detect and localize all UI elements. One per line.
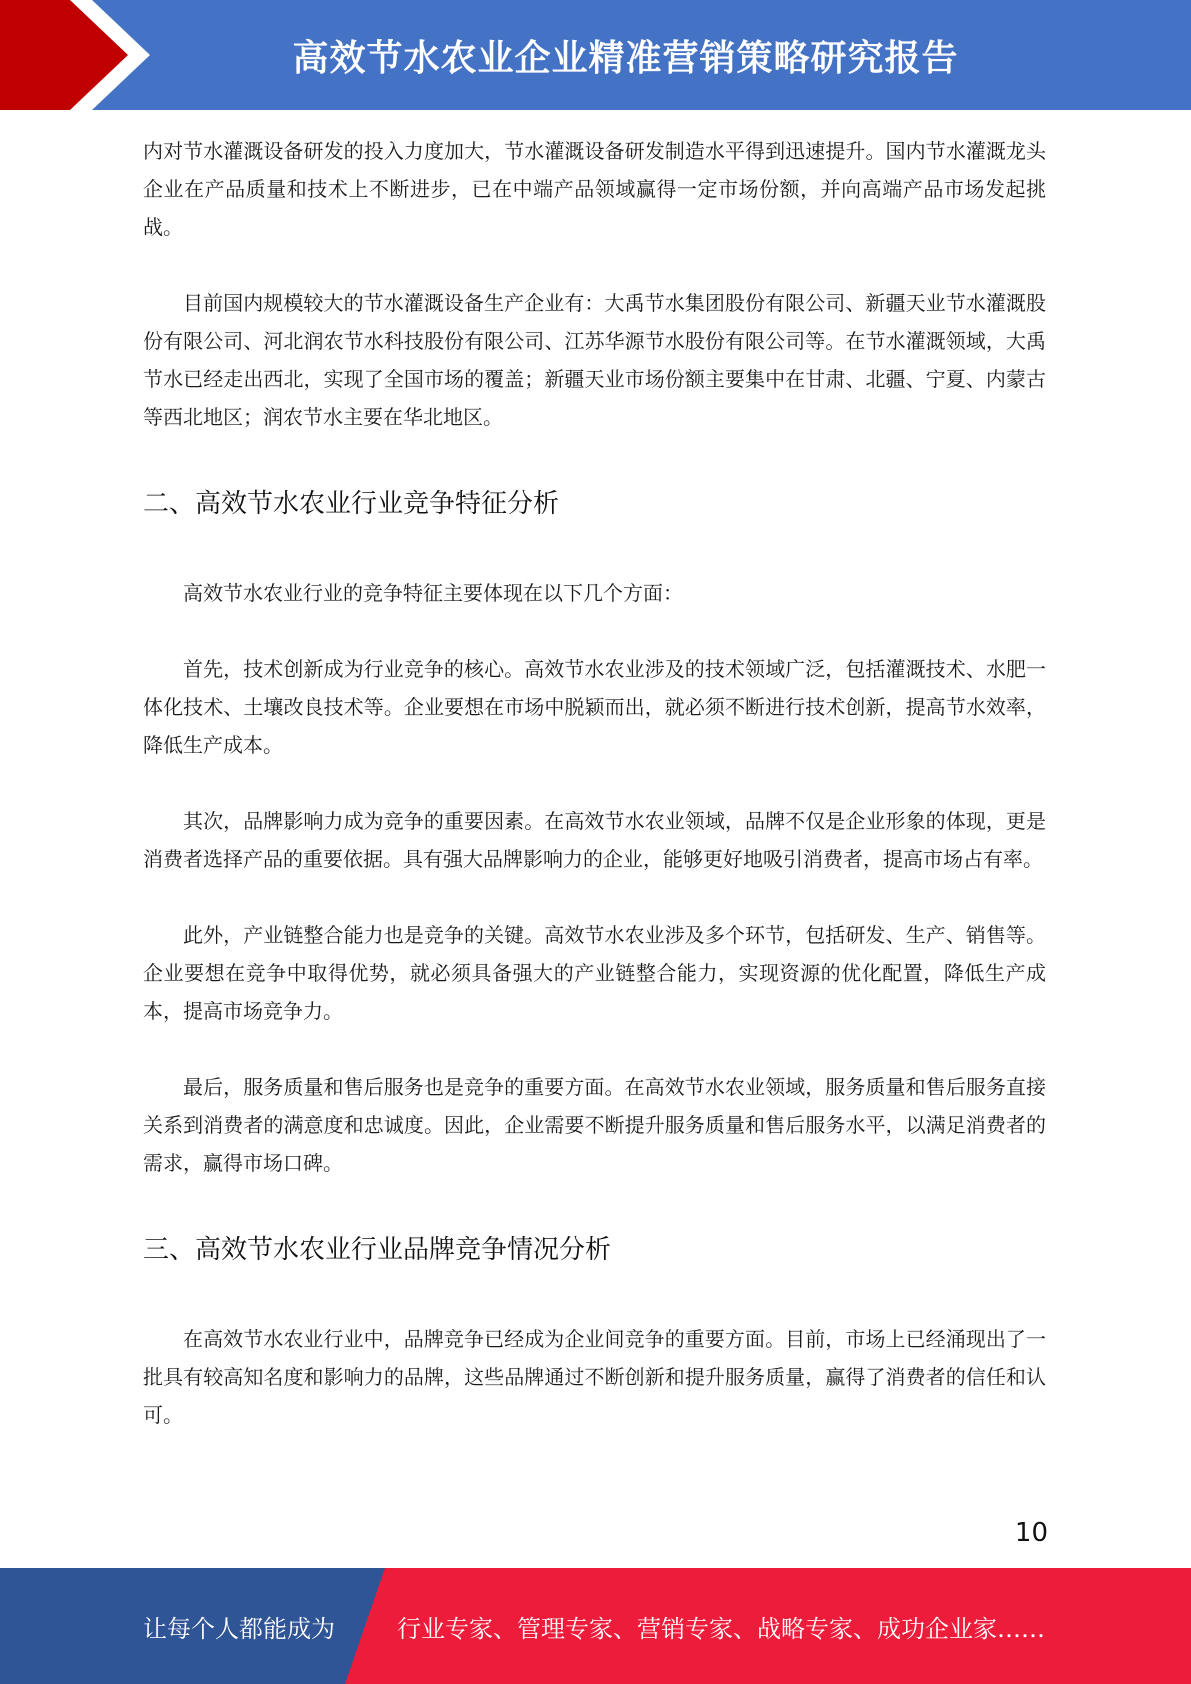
paragraph: 目前国内规模较大的节水灌溉设备生产企业有：大禹节水集团股份有限公司、新疆天业节水灌溉股份有限公司、河北润农节水科技股份有限公司、江苏华源节水股份有限公司等。在节水灌溉领域，大禹节水已经走出西北，实现了全国市场的覆盖；新疆天业市场份额主要集中在甘肃、北疆、宁夏、内蒙古等西北地区；润农节水主要在华北地区。 [143, 291, 1046, 429]
paragraph: 此外，产业链整合能力也是竞争的关键。高效节水农业涉及多个环节，包括研发、生产、销售等。企业要想在竞争中取得优势，就必须具备强大的产业链整合能力，实现资源的优化配置，降低生产成本，提高市场竞争力。 [143, 923, 1046, 1023]
section-heading: 二、高效节水农业行业竞争特征分析 [143, 489, 560, 519]
footer-slogan-right: 行业专家、管理专家、营销专家、战略专家、成功企业家…… [397, 1614, 1045, 1643]
paragraph: 其次，品牌影响力成为竞争的重要因素。在高效节水农业领域，品牌不仅是企业形象的体现，更是消费者选择产品的重要依据。具有强大品牌影响力的企业，能够更好地吸引消费者，提高市场占有率。 [143, 809, 1046, 871]
paragraph: 最后，服务质量和售后服务也是竞争的重要方面。在高效节水农业领域，服务质量和售后服务直接关系到消费者的满意度和忠诚度。因此，企业需要不断提升服务质量和售后服务水平，以满足消费者的需求，赢得市场口碑。 [143, 1075, 1046, 1175]
paragraph: 高效节水农业行业的竞争特征主要体现在以下几个方面： [183, 581, 683, 605]
page-footer [0, 1568, 1191, 1684]
page-header [0, 0, 1191, 110]
footer-slogan-left: 让每个人都能成为 [143, 1614, 335, 1643]
section-heading: 三、高效节水农业行业品牌竞争情况分析 [143, 1235, 612, 1265]
document-body [143, 132, 1046, 1434]
paragraph: 在高效节水农业行业中，品牌竞争已经成为企业间竞争的重要方面。目前，市场上已经涌现出了一批具有较高知名度和影响力的品牌，这些品牌通过不断创新和提升服务质量，赢得了消费者的信任和认可。 [143, 1327, 1046, 1427]
paragraph: 内对节水灌溉设备研发的投入力度加大，节水灌溉设备研发制造水平得到迅速提升。国内节水灌溉龙头企业在产品质量和技术上不断进步，已在中端产品领域赢得一定市场份额，并向高端产品市场发起挑战。 [143, 139, 1046, 239]
page-number: 10 [1014, 1518, 1048, 1548]
report-title: 高效节水农业企业精准营销策略研究报告 [292, 37, 959, 79]
paragraph: 首先，技术创新成为行业竞争的核心。高效节水农业涉及的技术领域广泛，包括灌溉技术、水肥一体化技术、土壤改良技术等。企业要想在市场中脱颖而出，就必须不断进行技术创新，提高节水效率，降低生产成本。 [143, 657, 1046, 757]
